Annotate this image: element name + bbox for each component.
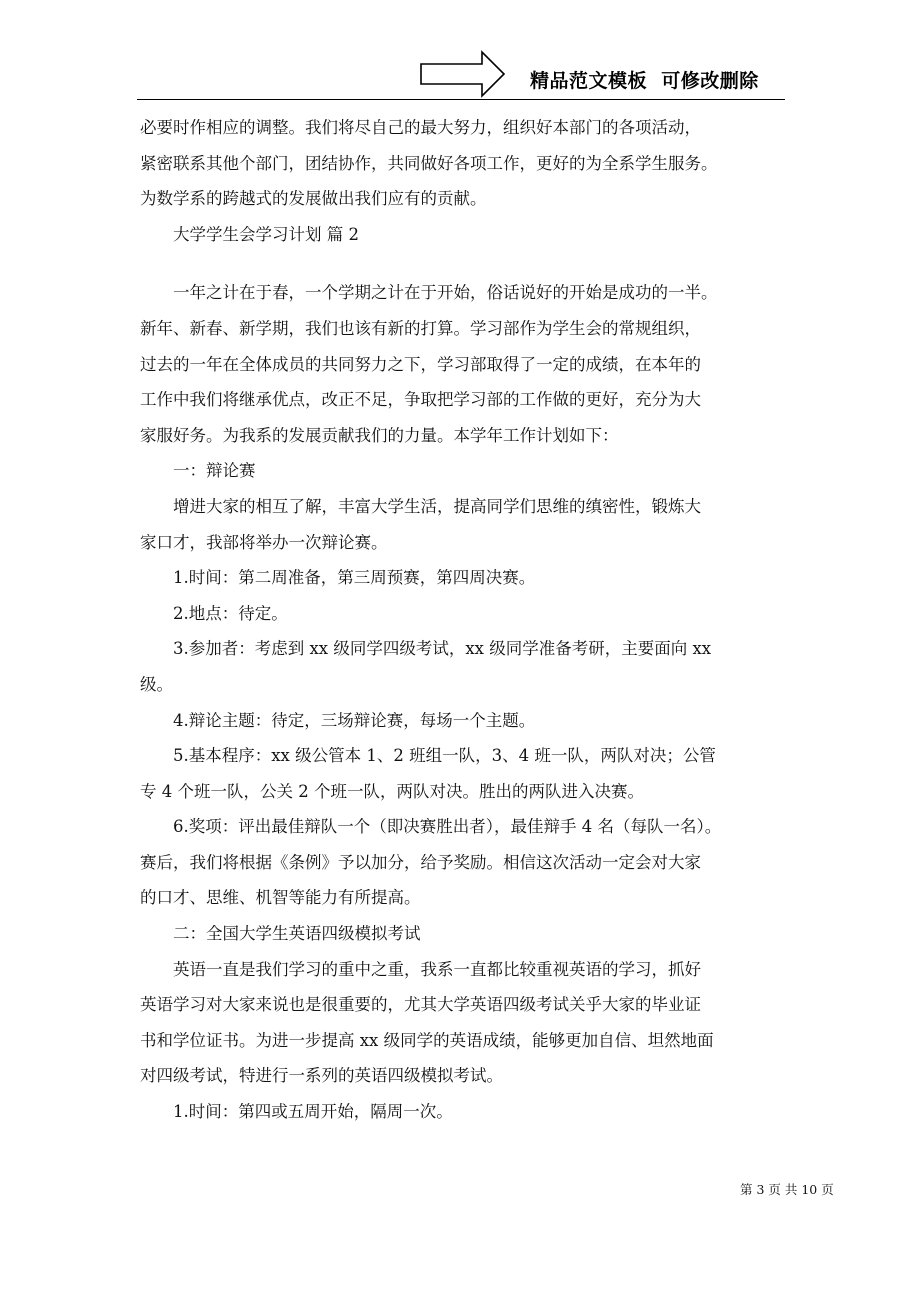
text-line: 工作中我们将继承优点，改正不足，争取把学习部的工作做的更好，充分为大 xyxy=(140,390,701,410)
text-line: 书和学位证书。为进一步提高 xx 级同学的英语成绩，能够更加自信、坦然地面 xyxy=(140,1030,714,1050)
text-line: 家服好务。为我系的发展贡献我们的力量。本学年工作计划如下： xyxy=(140,425,619,445)
text-line: 的口才、思维、机智等能力有所提高。 xyxy=(140,888,421,908)
text-line: 3.参加者：考虑到 xx 级同学四级考试，xx 级同学准备考研，主要面向 xx xyxy=(173,639,712,659)
text-line: 对四级考试，特进行一系列的英语四级模拟考试。 xyxy=(140,1066,503,1086)
text-line: 英语学习对大家来说也是很重要的，尤其大学英语四级考试关乎大家的毕业证 xyxy=(140,995,701,1015)
arrow-right-icon xyxy=(420,50,506,98)
text-line: 二：全国大学生英语四级模拟考试 xyxy=(173,924,421,944)
text-line: 级。 xyxy=(140,674,173,694)
text-line: 专 4 个班一队，公关 2 个班一队，两队对决。胜出的两队进入决赛。 xyxy=(140,781,644,801)
text-line: 紧密联系其他个部门，团结协作，共同做好各项工作，更好的为全系学生服务。 xyxy=(140,153,718,173)
page-number: 第 3 页 共 10 页 xyxy=(740,1182,834,1197)
text-line: 必要时作相应的调整。我们将尽自己的最大努力，组织好本部门的各项活动， xyxy=(140,118,701,137)
document-body xyxy=(140,110,786,1130)
text-line: 1.时间：第四或五周开始，隔周一次。 xyxy=(173,1102,453,1122)
text-line: 4.辩论主题：待定，三场辩论赛，每场一个主题。 xyxy=(173,710,536,730)
text-line: 1.时间：第二周准备，第三周预赛，第四周决赛。 xyxy=(173,568,536,588)
paragraph-spacer xyxy=(140,252,786,275)
text-line: 2.地点：待定。 xyxy=(173,603,288,623)
text-line: 为数学系的跨越式的发展做出我们应有的贡献。 xyxy=(140,189,487,209)
text-line: 新年、新春、新学期，我们也该有新的打算。学习部作为学生会的常规组织， xyxy=(140,318,701,338)
page-header xyxy=(0,0,920,110)
text-line: 一年之计在于春，一个学期之计在于开始，俗话说好的开始是成功的一半。 xyxy=(173,283,718,303)
header-title: 精品范文模板 可修改删除 xyxy=(530,70,759,92)
text-line: 大学学生会学习计划 篇 2 xyxy=(173,224,359,244)
text-line: 过去的一年在全体成员的共同努力之下，学习部取得了一定的成绩，在本年的 xyxy=(140,354,701,374)
text-line: 赛后，我们将根据《条例》予以加分，给予奖励。相信这次活动一定会对大家 xyxy=(140,852,701,872)
text-line: 英语一直是我们学习的重中之重，我系一直都比较重视英语的学习，抓好 xyxy=(173,959,701,979)
text-line: 一：辩论赛 xyxy=(173,461,256,481)
text-line: 6.奖项：评出最佳辩队一个（即决赛胜出者），最佳辩手 4 名（每队一名）。 xyxy=(173,817,722,837)
text-line: 5.基本程序：xx 级公管本 1、2 班组一队，3、4 班一队，两队对决；公管 xyxy=(173,746,716,766)
text-line: 家口才，我部将举办一次辩论赛。 xyxy=(140,532,388,552)
header-divider xyxy=(137,99,785,100)
text-line: 增进大家的相互了解，丰富大学生活，提高同学们思维的缜密性，锻炼大 xyxy=(173,496,701,516)
